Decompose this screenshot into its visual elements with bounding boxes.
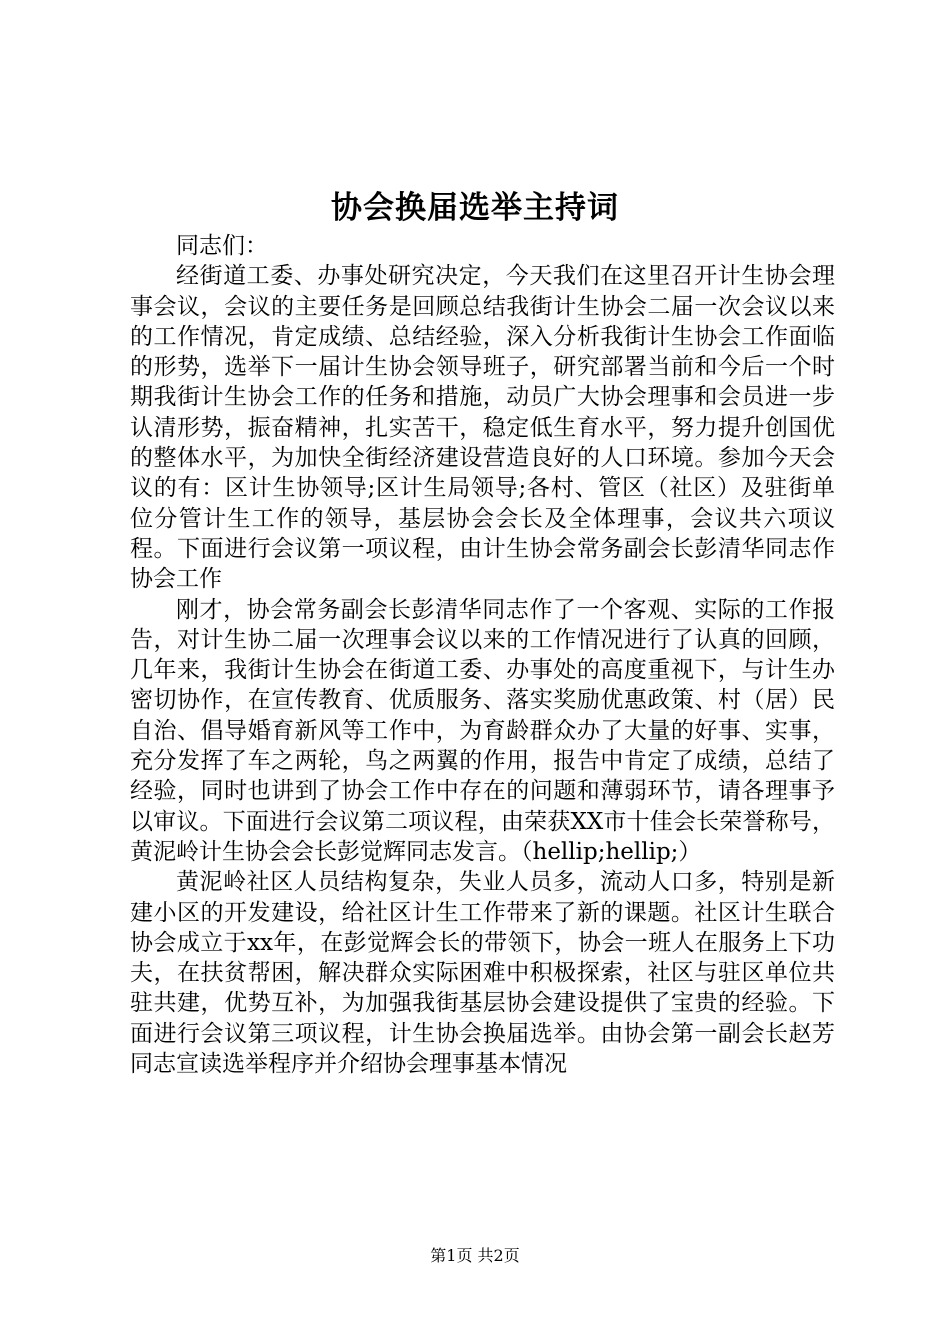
document-title: 协会换届选举主持词: [331, 190, 619, 226]
paragraph-2: 刚才，协会常务副会长彭清华同志作了一个客观、实际的工作报告，对计生协二届一次理事会议以来的工作情况进行了认真的回顾，几年来，我街计生协会在街道工委、办事处的高度重视下，与计生办密切协作，在宣传教育、优质服务、落实奖励优惠政策、村（居）民自治、倡导婚育新风等工作中，为育龄群众办了大量的好事、实事，充分发挥了车之两轮，鸟之两翼的作用，报告中肯定了成绩，总结了经验，同时也讲到了协会工作中存在的问题和薄弱环节，请各理事予以审议。下面进行会议第二项议程，由荣获XX市十佳会长荣誉称号，黄泥岭计生协会会长彭觉辉同志发言。（hellip;hellip;）: [130, 596, 835, 865]
page-number-footer: 第1页 共2页: [430, 1246, 520, 1265]
document-body: [130, 231, 835, 1079]
paragraph-salutation: 同志们：: [176, 233, 268, 259]
paragraph-1: 经街道工委、办事处研究决定，今天我们在这里召开计生协会理事会议，会议的主要任务是回顾总结我街计生协会二届一次会议以来的工作情况，肯定成绩、总结经验，深入分析我街计生协会工作面临的形势，选举下一届计生协会领导班子，研究部署当前和今后一个时期我街计生协会工作的任务和措施，动员广大协会理事和会员进一步认清形势，振奋精神，扎实苦干，稳定低生育水平，努力提升创国优的整体水平，为加快全街经济建设营造良好的人口环境。参加今天会议的有：区计生协领导;区计生局领导;各村、管区（社区）及驻街单位分管计生工作的领导，基层协会会长及全体理事，会议共六项议程。下面进行会议第一项议程，由计生协会常务副会长彭清华同志作协会工作: [130, 263, 835, 593]
paragraph-3: 黄泥岭社区人员结构复杂，失业人员多，流动人口多，特别是新建小区的开发建设，给社区计生工作带来了新的课题。社区计生联合协会成立于xx年，在彭觉辉会长的带领下，协会一班人在服务上下功夫，在扶贫帮困，解决群众实际困难中积极探索，社区与驻区单位共驻共建，优势互补，为加强我街基层协会建设提供了宝贵的经验。下面进行会议第三项议程，计生协会换届选举。由协会第一副会长赵芳同志宣读选举程序并介绍协会理事基本情况: [130, 869, 835, 1078]
